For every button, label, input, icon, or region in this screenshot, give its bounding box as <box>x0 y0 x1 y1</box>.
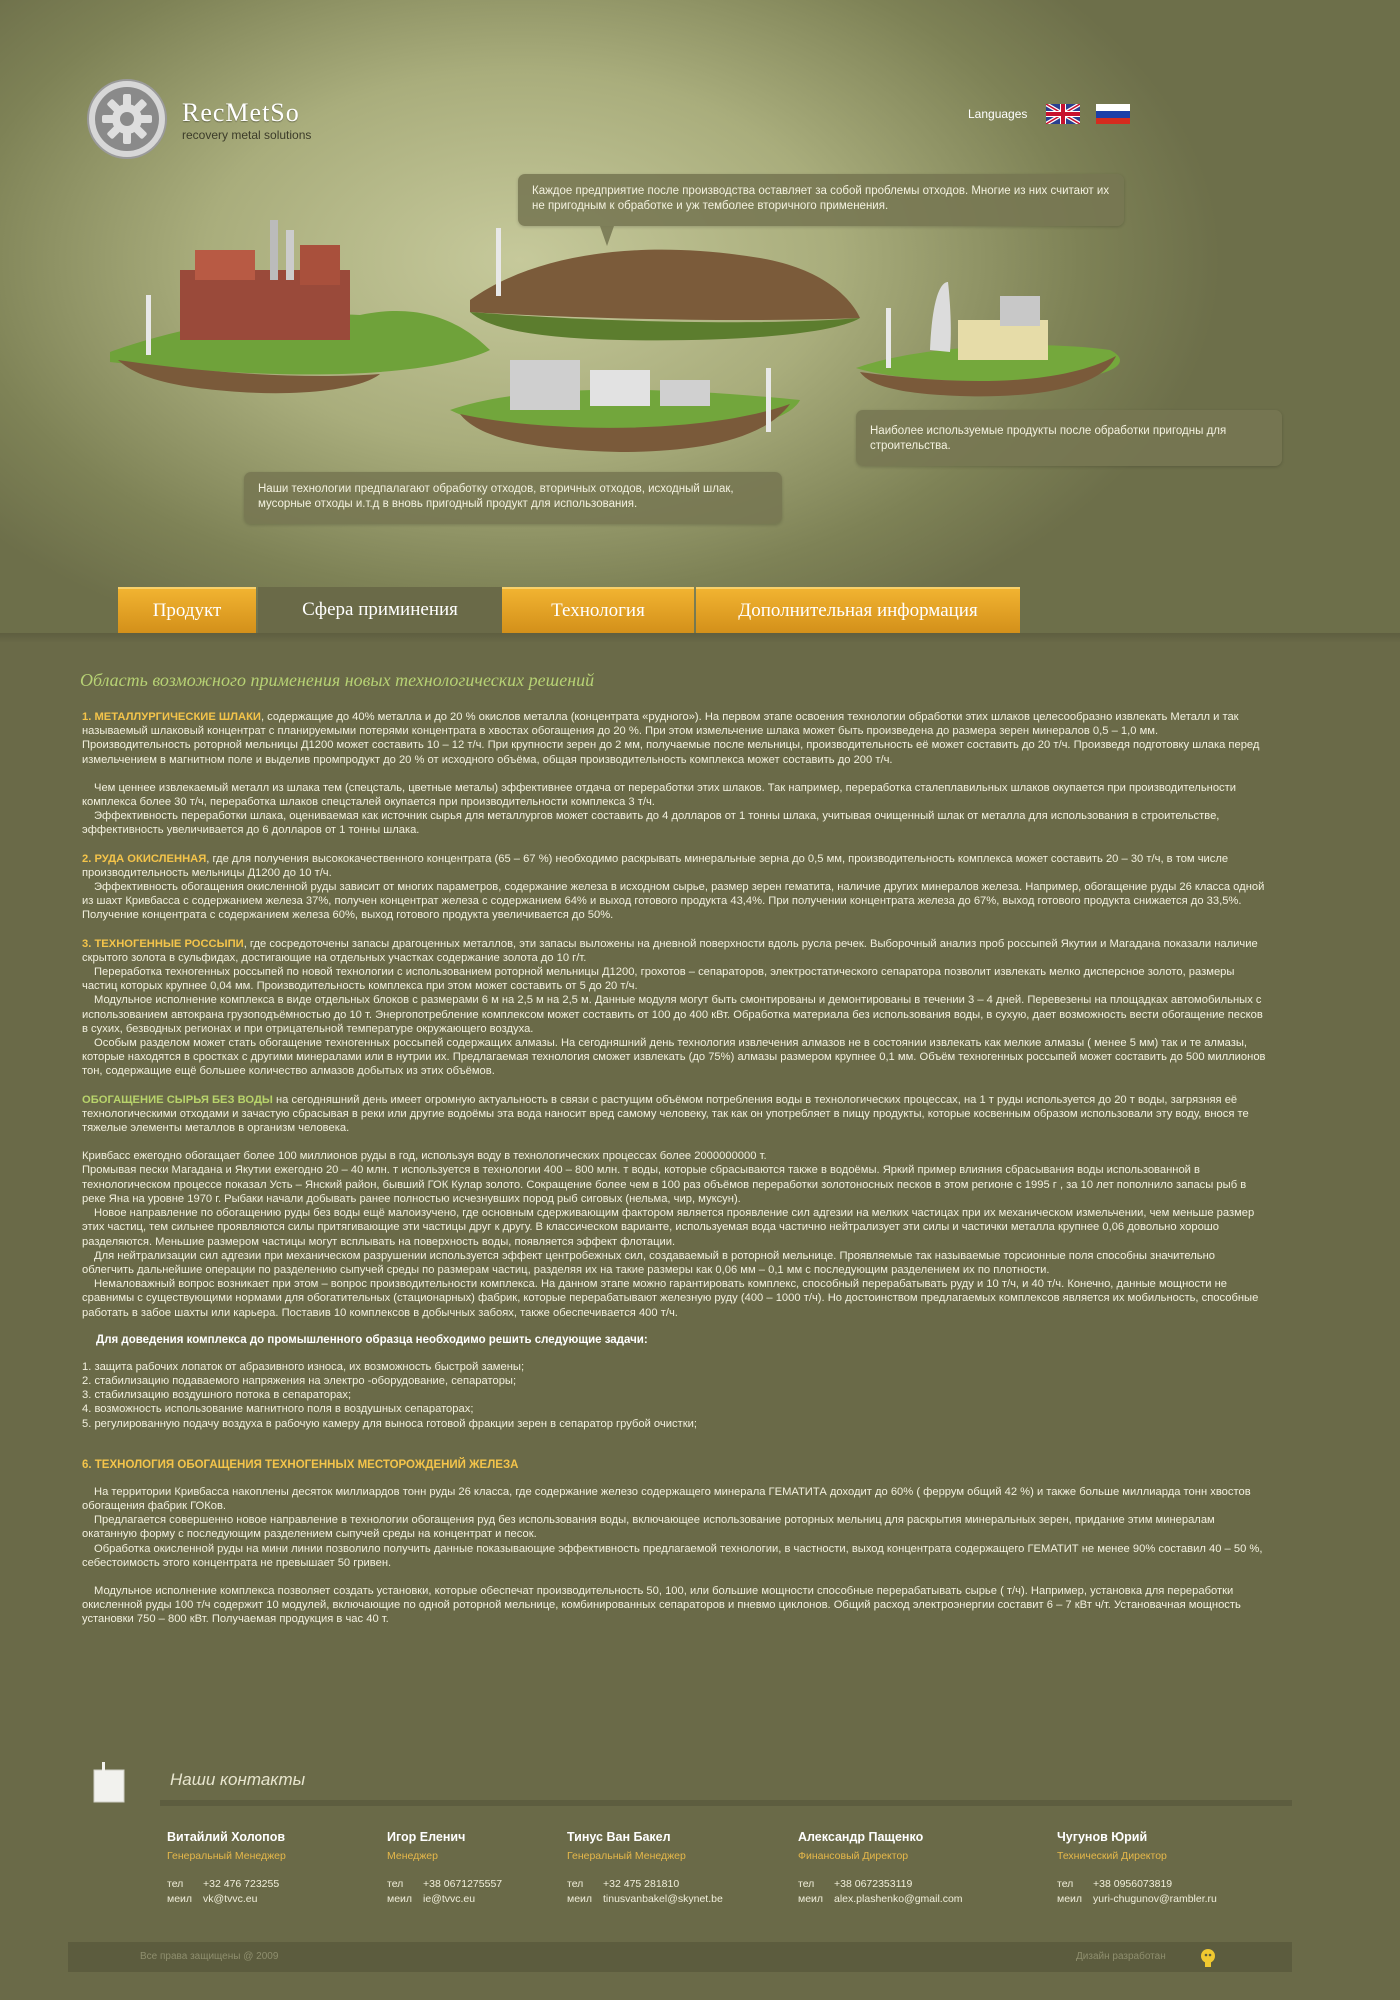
contact-phone: +38 0671275557 <box>423 1878 503 1890</box>
contact-role: Менеджер <box>387 1850 438 1862</box>
main-tabs <box>118 587 1018 633</box>
section-4-paragraph: ОБОГАЩЕНИЕ СЫРЬЯ БЕЗ ВОДЫ на сегодняшний день имеет огромную актуальность в связи с растущим объёмом потребления воды в технологических процессах, на 1 т руды используется до 20 т воды, загрязняя её технологическими отходами и зачастую сбрасывая в реки или другие водоёмы эта вода наносит вред самому человеку, так как он употребляет в пищу продукты, которые косвенным образом использовали эту воду, внося те тяжелые элементы металлов в организм человека. <box>82 1093 1249 1135</box>
section-6-paragraph-3: Обработка окисленной руды на мини линии позволило получить данные показывающие эффективность предлагаемой технологии, в частности, выход концентрата содержащего ГЕМАТИТ не менее 90% составил 40 – 50 %, себестоимость этого концентрата не превышает 50 гривен. <box>82 1542 1263 1569</box>
contact-name: Игор Еленич <box>387 1830 466 1844</box>
contact-phone: +32 475 281810 <box>603 1878 680 1890</box>
contact-card: Александр Пащенко Финансовый Директор тел +38 0672353119 меил alex.plashenko@gmail.com <box>798 1830 1038 1905</box>
article-body <box>82 710 1266 1627</box>
gear-logo-icon <box>86 78 168 160</box>
contacts-title: Наши контакты <box>170 1770 306 1789</box>
uk-flag-icon[interactable] <box>1046 104 1080 124</box>
contact-card: Игор Еленич Менеджер тел +38 0671275557 меил ie@tvvc.eu <box>387 1830 627 1905</box>
section-2-heading: 2. РУДА ОКИСЛЕННАЯ <box>82 852 207 865</box>
contact-role: Генеральный Менеджер <box>167 1850 286 1862</box>
contact-email-link[interactable]: ie@tvvc.eu <box>423 1893 476 1905</box>
contact-role: Генеральный Менеджер <box>567 1850 686 1862</box>
contact-email-link[interactable]: alex.plashenko@gmail.com <box>834 1893 963 1905</box>
contact-name: Витайлий Холопов <box>167 1830 286 1844</box>
section-4-paragraph-5: Для нейтрализации сил адгезии при механическом разрушении используется эффект центробежных сил, создаваемый в роторной мельнице. Проявляемые так называемые торсионные поля способны значительно облегчить дальнейшие операции по разделению сыпучей среды по размерам частиц, разделяя их на такие размеры как 0,06 мм – 0,1 мм с последующим разделением их по плотности. <box>82 1249 1216 1276</box>
list-item: 3. стабилизацию воздушного потока в сепараторах; <box>82 1389 352 1402</box>
tasks-title: Для доведения комплекса до промышленного образца необходимо решить следующие задачи: <box>96 1333 648 1346</box>
contact-phone: +32 476 723255 <box>203 1878 280 1890</box>
page-title: Область возможного применения новых технологических решений <box>80 670 595 690</box>
contact-card: Витайлий Холопов Генеральный Менеджер тел +32 476 723255 меил vk@tvvc.eu <box>167 1830 407 1905</box>
tab-technology[interactable]: Технология <box>502 587 694 633</box>
section-4-heading: ОБОГАЩЕНИЕ СЫРЬЯ БЕЗ ВОДЫ <box>82 1093 273 1106</box>
section-4-paragraph-3: Промывая пески Магадана и Якутии ежегодно 20 – 40 млн. т используется в технологии 400 – 800 млн. т воды, которые сбрасываются также в водоёмы. Яркий пример влияния сбрасывания воды использованной в технологическом процессе показал Усть – Янский район, бывший ГОК Кулар золото. Сокращение более чем в 100 раз объёмов переработки золотоносных песков в этом регионе с 1995 г , за 10 лет пополнило запасы рыб в реке Яна на уровне 1970 г. Рыбаки начали добывать ранее полностью исчезнувших пород рыб сиговых (нельма, чир, муксун). <box>82 1164 1247 1205</box>
contact-email-link[interactable]: tinusvanbakel@skynet.be <box>603 1893 723 1905</box>
section-4-paragraph-4: Новое направление по обогащению руды без воды ещё малоизучено, где основным сдерживающим фактором является проявление сил адгезии на мелких частицах при их механическом измельчении, чем меньше размер этих частиц, тем сильнее проявляются силы притягивающие эти частицы друг к другу. В классическом варианте, используемая вода частично нейтрализует эти силы и частички металла крупнее 0,06 довольно хорошо разделяются. Меньшие размером частицы могут всплывать на поверхность воды, появляется эффект флотации. <box>82 1207 1255 1248</box>
tab-product[interactable]: Продукт <box>118 587 256 633</box>
site-logo[interactable] <box>86 78 386 162</box>
hero-banner <box>0 0 1400 640</box>
footer <box>68 1942 1292 1972</box>
logo-name: RecMetSo <box>182 98 300 127</box>
contact-role: Технический Директор <box>1057 1850 1167 1862</box>
list-item: 5. регулированную подачу воздуха в рабочую камеру для выноса готовой фракции зерен в сепаратор грубой очистки; <box>82 1417 697 1430</box>
ru-flag-icon[interactable] <box>1096 104 1130 124</box>
contacts-list <box>0 1830 1400 1920</box>
bubble-tail <box>600 226 614 246</box>
list-item: 1. защита рабочих лопаток от абразивного износа, их возможность быстрой замены; <box>82 1360 525 1373</box>
contact-phone: +38 0956073819 <box>1093 1878 1173 1890</box>
section-4-paragraph-2: Кривбасс ежегодно обогащает более 100 миллионов руды в год, используя воду в технологических процессах более 2000000000 т. <box>82 1150 767 1163</box>
tab-additional-info[interactable]: Дополнительная информация <box>696 587 1020 633</box>
designer-logo-icon[interactable] <box>1198 1946 1218 1968</box>
contact-name: Александр Пащенко <box>798 1830 924 1844</box>
contact-phone: +38 0672353119 <box>834 1878 913 1890</box>
contact-card: Тинус Ван Бакел Генеральный Менеджер тел +32 475 281810 меил tinusvanbakel@skynet.be <box>567 1830 807 1905</box>
soil-mound <box>470 250 860 320</box>
contact-email-link[interactable]: yuri-chugunov@rambler.ru <box>1093 1893 1217 1905</box>
list-item: 2. стабилизацию подаваемого напряжения на электро -оборудование, сепараторы; <box>82 1374 517 1387</box>
section-3-paragraph: 3. ТЕХНОГЕННЫЕ РОССЫПИ, где сосредоточены запасы драгоценных металлов, эти запасы выложены на дневной поверхности вдоль русла речек. Выборочный анализ проб россыпей Якутии и Магадана показали наличие скрытого золота в сульфидах, достигающие на отдельных участках содержание золота до 10 г/т. <box>82 937 1258 964</box>
section-2-paragraph: 2. РУДА ОКИСЛЕННАЯ, где для получения высококачественного концентрата (65 – 67 %) необходимо раскрывать минеральные зерна до 0,5 мм, производительность комплекса может составить 20 – 30 т/ч, в том числе производительность мельницы Д1200 до 10 т/ч. <box>82 852 1229 879</box>
copyright-text: Все права защищены @ 2009 <box>140 1951 279 1962</box>
speech-bubble-products: Наиболее используемые продукты после обработки пригодны для строительства. <box>856 410 1282 466</box>
section-1-paragraph-3: Эффективность переработки шлака, оцениваемая как источник сырья для металлургов может составить до 4 долларов от 1 тонны шлака, учитывая очищенный шлак от металла для использования в строительстве, эффективность увеличивается до 6 долларов от 1 тонны шлака. <box>82 810 1220 837</box>
contact-card: Чугунов Юрий Технический Директор тел +38 0956073819 меил yuri-chugunov@rambler.ru <box>1057 1830 1297 1905</box>
content-divider <box>0 633 1400 643</box>
contact-name: Тинус Ван Бакел <box>567 1830 671 1844</box>
section-6-paragraph-4: Модульное исполнение комплекса позволяет создать установки, которые обеспечат производительность 50, 100, или большие мощности способные перерабатывать сырье ( т/ч). Например, установка для переработки окисленной руды 100 т/ч содержит 10 модулей, включающие по одной роторной мельнице, комбинированных сепараторов и пневмо циклонов. Общий расход электроэнергии составит 6 – 7 кВт ч/т. Установачная мощность установки 750 – 800 кВт. Получаемая продукция в час 40 т. <box>82 1584 1241 1626</box>
section-1-paragraph: 1. МЕТАЛЛУРГИЧЕСКИЕ ШЛАКИ, содержащие до 40% металла и до 20 % окислов металла (концентрата «рудного»). На первом этапе освоения технологии обработки этих шлаков целесообразно извлекать Металл и так называемый шлаковый концентрат с планируемыми потерями концентрата в хвостах обогащения до 20 %. При этом измельчение шлака может быть произведена до размера зерен минералов 0,5 – 1,0 мм. Производительность роторной мельницы Д1200 может составить 10 – 12 т/ч. При крупности зерен до 2 мм, получаемые после мельницы, производительность её может составить до 20 т/ч. Произведя подготовку шлака перед измельчением в магнитном поле и выделив промпродукт до 20 % от исходного объёма, общая производительность комплекса может составить до 200 т/ч. <box>82 711 1260 766</box>
section-3-paragraph-4: Особым разделом может стать обогащение техногенных россыпей содержащих алмазы. На сегодняшний день технология извлечения алмазов не в состоянии извлекать как мелкие алмазы ( менее 5 мм) так и те алмазы, которые находятся в сростках с другими минералами или в нутрии их. Предлагаемая технология сможет извлекать (до 75%) алмазы размером крупнее 0,1 мм. Объём техногенных россыпей может составить до 500 миллионов тон, содержащие ещё большее количество алмазов добытых из этих объёмов. <box>82 1037 1266 1078</box>
contacts-card-icon <box>92 1760 126 1804</box>
tab-application[interactable]: Сфера приминения <box>258 587 502 633</box>
section-2-paragraph-2: Эффективность обогащения окисленной руды зависит от многих параметров, содержание железа в исходном сырье, размер зерен гематита, наличие других минералов железа. Например, обогащение руды 26 класса одной из шахт Кривбасса с содержанием железа 37%, получен концентрат железа с содержанием 64% и выход готового продукта 43,4%. При получении концентрата железа до 67%, выход готового продукта снижается до 33,5%. Получение концентрата с содержанием железа 60%, выход готового продукта увеличивается до 50%. <box>82 881 1265 922</box>
contact-email-link[interactable]: vk@tvvc.eu <box>203 1893 258 1905</box>
contact-role: Финансовый Директор <box>798 1850 909 1862</box>
section-3-paragraph-2: Переработка техногенных россыпей по новой технологии с использованием роторной мельницы Д1200, грохотов – сепараторов, электростатического сепаратора позволит извлекать мелко дисперсное золото, размеры частиц которых крупнее 0,04 мм. Производительность комплекса при этом может составить от 5 до 20 т/ч. <box>82 966 1235 993</box>
contact-name: Чугунов Юрий <box>1057 1830 1148 1844</box>
section-6-heading: 6. ТЕХНОЛОГИЯ ОБОГАЩЕНИЯ ТЕХНОГЕННЫХ МЕСТОРОЖДЕНИЙ ЖЕЛЕЗА <box>82 1458 519 1471</box>
contacts-divider <box>160 1800 1292 1806</box>
section-3-heading: 3. ТЕХНОГЕННЫЕ РОССЫПИ <box>82 937 244 950</box>
section-6-paragraph-2: Предлагается совершенно новое направление в технологии обогащения руд без использования воды, включающее использование роторных мельниц для раскрытия минеральных зерен, придание этим минералам окатанную форму с последующим разделением сыпучей среды на концентрат и песок. <box>82 1514 1215 1541</box>
section-1-paragraph-2: Чем ценнее извлекаемый металл из шлака тем (спецсталь, цветные металы) эффективнее отдача от переработки этих шлаков. Так например, переработка сталеплавильных шлаков окупается при производительности комплекса более 30 т/ч, переработка шлаков спецсталей окупается при производительности комплекса 3 т/ч. <box>82 781 1237 809</box>
speech-bubble-technologies: Наши технологии предпалагают обработку отходов, вторичных отходов, исходный шлак, мусорные отходы и.т.д в вновь пригодный продукт для использования. <box>244 472 782 524</box>
section-1-heading: 1. МЕТАЛЛУРГИЧЕСКИЕ ШЛАКИ <box>82 711 261 723</box>
designer-credit: Дизайн разработан <box>1076 1951 1166 1962</box>
speech-bubble-waste: Каждое предприятие после производства оставляет за собой проблемы отходов. Многие из них считают их не пригодным к обработке и уж темболее вторичного применения. <box>518 174 1124 226</box>
contacts-header <box>80 1752 1292 1806</box>
logo-tagline: recovery metal solutions <box>182 128 312 142</box>
list-item: 4. возможность использование магнитного поля в воздушных сепараторах; <box>82 1403 474 1416</box>
languages-label: Languages <box>968 107 1028 121</box>
section-4-paragraph-6: Немаловажный вопрос возникает при этом – вопрос производительности комплекса. На данном этапе можно гарантировать комплекс, способный перерабатывать руду и 10 т/ч, и 40 т/ч. Конечно, данные мощности не сравнимы с существующими нормами для обогатительных (стационарных) фабрик, которые перерабатывают железную руду (400 – 1000 т/ч). Но достоинством предлагаемых комплексов является их мобильность, способные работать в забое шахты или карьера. Поставив 10 комплексов в добычных забоях, также обеспечивается 400 т/ч. <box>82 1278 1259 1319</box>
section-3-paragraph-3: Модульное исполнение комплекса в виде отдельных блоков с размерами 6 м на 2,5 м на 2,5 м. Данные модуля могут быть смонтированы и демонтированы в течении 3 – 4 дней. Перевезены на площадках автомобильных с использованием автокрана грузоподъёмностью до 10 т. Энергопотребление комплексом может составить от 100 до 400 кВт. Обработка материала без использования воды, в сухую, дает возможность вести обогащение песков в сухих, безводных регионах и при отрицательной температуре окружающего воздуха. <box>82 994 1263 1035</box>
section-6-paragraph-1: На территории Кривбасса накоплены десяток миллиардов тонн руды 26 класса, где содержание железо содержащего минерала ГЕМАТИТА доходит до 60% ( феррум общий 42 %) и также больше миллиарда тонн хвостов обогащения фабрик ГОКов. <box>82 1485 1251 1512</box>
